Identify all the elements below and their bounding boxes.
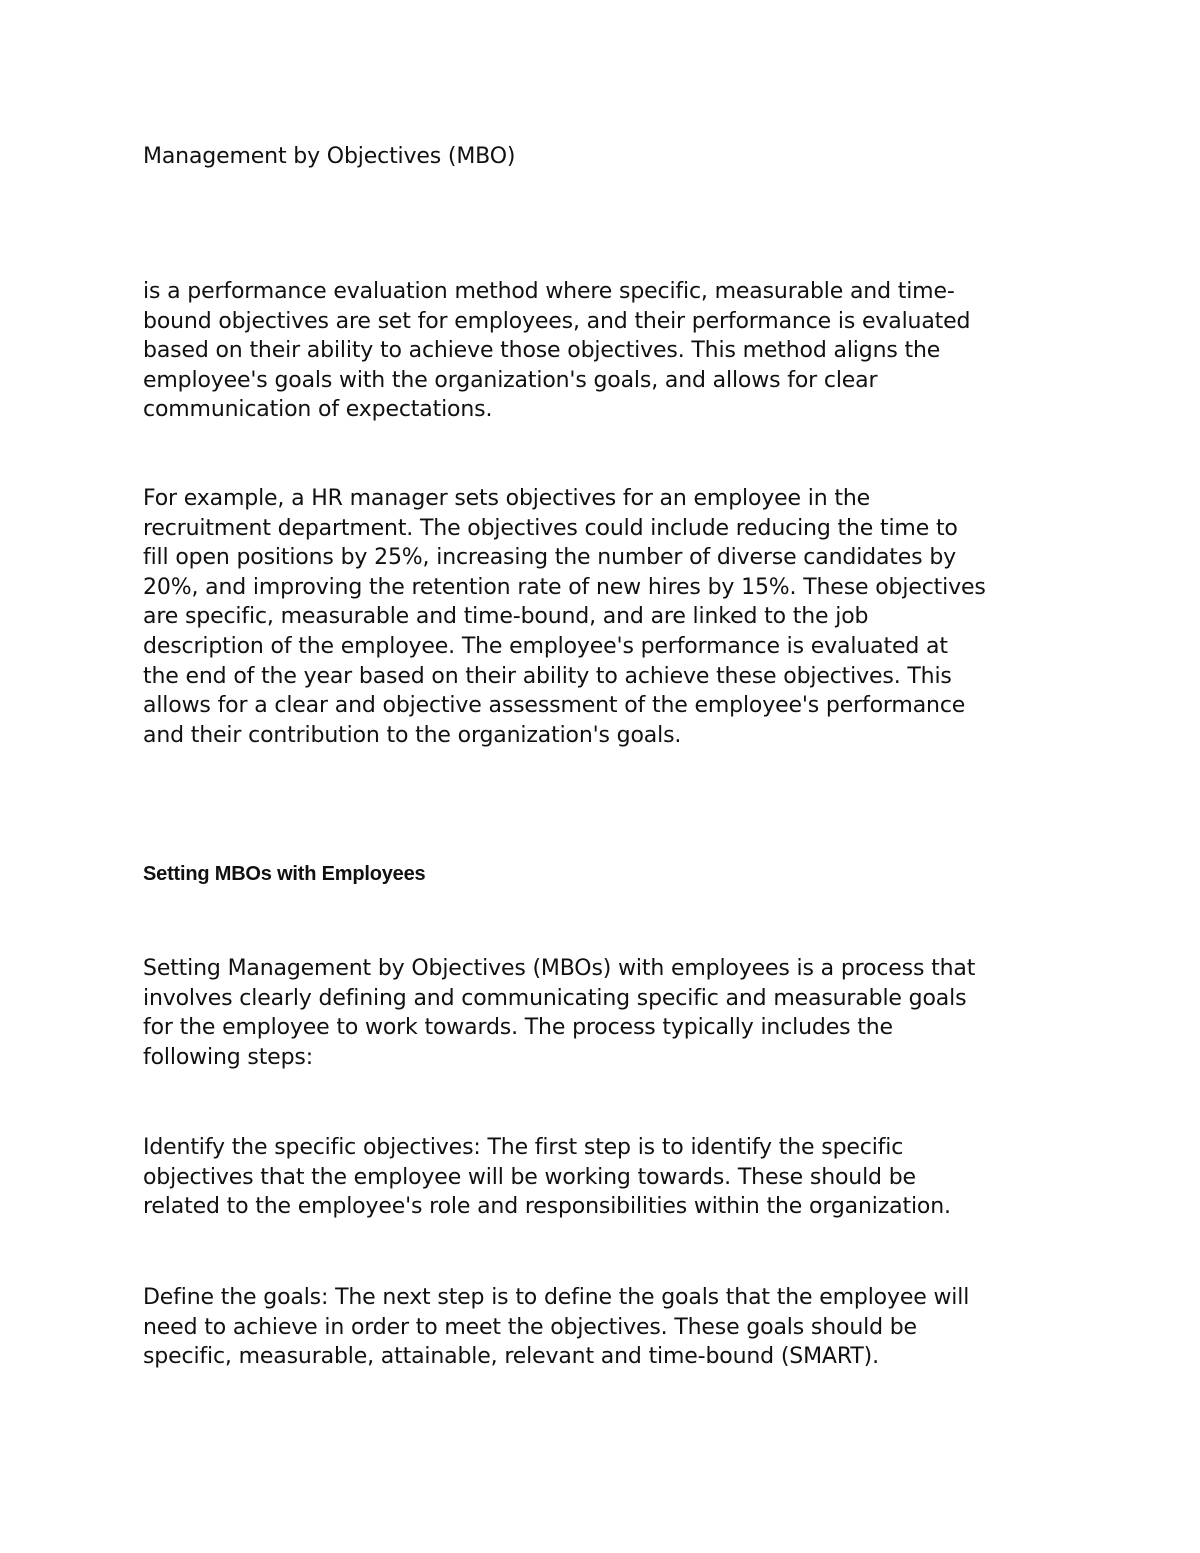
process-paragraph: Setting Management by Objectives (MBOs) with employees is a process that involves clearly defining and communicating specific and measurable goals for the employee to work towards. The process typically includes the following steps: <box>143 956 976 1070</box>
example-paragraph: For example, a HR manager sets objectives for an employee in the recruitment department. The objectives could include reducing the time to fill open positions by 25%, increasing the number of diverse candidates by 20%, and improving the retention rate of new hires by 15%. These objectives are specific, measurable and time-bound, and are linked to the job description of the employee. The employee's performance is evaluated at the end of the year based on their ability to achieve these objectives. This allows for a clear and objective assessment of the employee's performance and their contribution to the organization's goals. <box>143 486 986 748</box>
document-title: Management by Objectives (MBO) <box>143 144 516 169</box>
intro-paragraph: is a performance evaluation method where specific, measurable and time- bound objectives are set for employees, and their performance is evaluated based on their ability to achieve those objectives. This method aligns the employee's goals with the organization's goals, and allows for clear communication of expectations. <box>143 279 971 423</box>
section-heading: Setting MBOs with Employees <box>143 863 426 885</box>
step-define-paragraph: Define the goals: The next step is to define the goals that the employee will need to achieve in order to meet the objectives. These goals should be specific, measurable, attainable, relevant and time-bound (SMART). <box>143 1285 970 1370</box>
step-identify-paragraph: Identify the specific objectives: The first step is to identify the specific objectives that the employee will be working towards. These should be related to the employee's role and responsibilities within the organization. <box>143 1135 951 1220</box>
